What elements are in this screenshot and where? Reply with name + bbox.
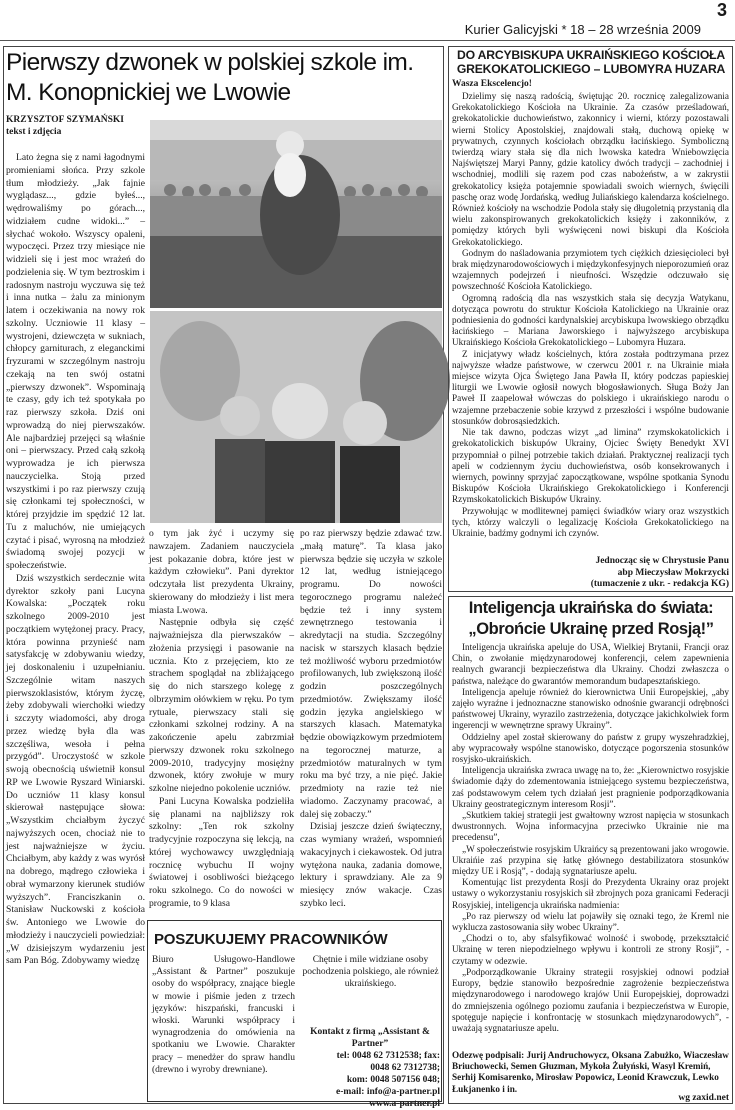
article-title: Pierwszy dzwonek w polskiej szkole im. M. Konopnickiej we Lwowie — [6, 49, 414, 106]
paragraph: Inteligencja ukraińska zwraca uwagę na to, że: „Kierownictwo rosyjskie świadomie dąży do zdementowania istniejącego systemu bezpieczeństwa, zaś podstawowym celem tych działań jest pragnienie podporządkowania Ukrainy geostrategicznym interesom Rosji”. — [452, 765, 729, 809]
paragraph: „Po raz pierwszy od wielu lat pojawiły się oznaki tego, że Kreml nie wyklucza zastosowania siły wobec Ukrainy”. — [452, 910, 729, 933]
paragraph: o tym jak żyć i uczymy się nawzajem. Zadaniem nauczyciela jest pokazanie dobra, które jest w każdym człowieku”. Pani dyrektor odczytała list prezydenta Ukrainy, skierowany do młodzieży i list mera miasta Lwowa. — [149, 528, 294, 616]
paragraph: Następnie odbyła się część najważniejsza dla pierwszaków – złożenia przysięgi i pasowanie na ucznia. Kto z przejęciem, kto ze strachem spoglądał na zbliżającego się do nich starszego kolegę z olbrzymim ołówkiem w ręku. Po tym rytuale, pierwszacy stali się członkami szkolnej rodziny. A na zakończenie apelu zabrzmiał pierwszy dzwonek roku szkolnego 2009-2010, tradycyjny mosiężny dzwonek, który zwołuje w mury szkolne niejedno pokolenie uczniów. — [149, 617, 294, 794]
paragraph: Ogromną radością dla nas wszystkich stała się decyzja Watykanu, dotycząca powrotu do struktur Kościoła Katolickiego na Ukrainie oraz podniesienia do godności kardynalskiej arcybiskupa lwowskiego obrządku łacińskiego – Mariana Jaworskiego i najwyższego arcybiskupa Ukraińskiego Kościoła Grekokatolickiego – Lubomyra Huzara. — [452, 292, 729, 348]
contact-phone: tel: 0048 62 7312538; fax: — [336, 1051, 440, 1061]
contact-website[interactable]: www.a-partner.pl — [369, 1099, 440, 1109]
article-column-1 — [6, 152, 145, 1102]
first-graders-photo — [150, 311, 442, 523]
intel-title: Inteligencja ukraińska do świata: „Obrońcie Ukrainę przed Rosją!” — [468, 599, 714, 638]
signature-name: abp Mieczysław Mokrzycki — [617, 567, 729, 578]
letter-salutation: Wasza Ekscelencjo! — [452, 79, 532, 89]
paragraph: Nie tak dawno, podczas wizyt „ad limina” rzymskokatolickich i grekokatolickich biskupów Ukrainy, Ojciec Święty Benedykt XVI przypomniał o pilnej potrzebie takich działań. Praktycznej realizacji tych apeli w codziennym życiu duchowieństwa, osób konsekrowanych i wiernych, powinny sprzyjać zapoczątkowane, wspólne spotkania Synodu Biskupów Kościoła Ukraińskiego Grekokatolickiego i Konferencji Rzymskokatolickich Biskupów Ukrainy. — [452, 427, 729, 505]
paragraph: Przywołując w modlitewnej pamięci świadków wiary oraz wszystkich tych, którzy walczyli o legalizację Kościoła Grekokatolickiego na Ukrainie, badźmy godnymi ich czynów. — [452, 505, 729, 538]
paragraph: Inteligencja apeluje również do kierownictwa Unii Europejskiej, „aby zajęło wyraźne i jednoznaczne stanowisko odnośnie gwarancji odrębności państwowej Ukrainy, wyrazilo zastrzeżenia, dotyczące jakichkolwiek form ingerencji w wewnętrzne sprawy Ukrainy”. — [452, 686, 729, 731]
letter-title: DO ARCYBISKUPA UKRAIŃSKIEGO KOŚCIOŁA GREKOKATOLICKIEGO – LUBOMYRA HUZARA — [456, 48, 726, 76]
ceremony-photo — [150, 120, 442, 308]
paragraph: Inteligencja ukraińska apeluje do USA, Wielkiej Brytanii, Francji oraz Chin, o zwołanie międzynarodowej konferencji, celem zapewnienia realnych gwarancji bezpieczeństwa dla Ukrainy. Chodzi zwłaszcza o państwa, należące do gwarantów memorandum budapesztańskiego. — [452, 642, 729, 686]
intel-source: wg zaxid.net — [678, 1093, 729, 1103]
paragraph: Pani Lucyna Kowalska podzieliła się planami na najbliższy rok szkolny: „Ten rok szkolny tradycyjnie rozpoczyna się lekcją, na której wychowawcy uwzględniają rocznicę wybuchu II wojny światowej i osobliwości bieżącego roku szkolnego. Co do nowości w programie, to 9 klasa — [149, 795, 294, 909]
job-ad-text: Biuro Usługowo-Handlowe „Assistant & Partner” poszukuje osoby do współpracy, znające biegle w mowie i piśmie jeden z trzech języków: hiszpański, francuski i włoski. Warunki współpracy i wynagrodzenia do omówienia na spotkaniu we Lwowie. Charakter pracy – menedżer do spraw handlu (drewno i wyroby drewniane). — [152, 955, 295, 1075]
paragraph: Lato żegna się z nami łagodnymi promieniami słońca. Przy szkole tłum młodzieży. „Jak fajnie wyglądasz..., gdzie byłeś..., wędrowaliśmy po górach..., widziałem cudne widoki...” – słychać wokoło. Wszyscy opaleni, wypoczęci. Przez trzy miesiące nie widzieli się i jest moc wrażeń do podzielenia się. W tym beztroskim i radosnym nastroju wyczuwa się też i inna nutka – żalu za minionym latem i oczekiwania na nowy rok szkolny. Uczniowie 11 klasy – wystrojeni, dziewczęta w sukniach, chłopcy garniturach, z eleganckimi fryzurami w szczególnym nastroju czekają na ten swój ostatni „pierwszy dzwonek”. Wspominają te czasy, gdy ich też spotykała po raz pierwszy szkoła. Dziś oni wprowadzą do niej pierwszaków. Ale najbardziej przejęci są właśnie oni – pierwszacy. Przed całą szkołą wyprowadza je ich pierwsza nauczycielka. Stoją przed wszystkimi i po raz pierwszy czują się członkami tej społeczności, w której przyjdzie im spędzić 12 lat. Tu z maluchów, nie umiejących czytać i pisać, wyrosną na młodzież świadomą swojej pozycji w społeczeństwie. — [6, 152, 145, 571]
paragraph: „Skutkiem takiej strategii jest gwałtowny wzrost napięcia w stosunkach dwustronnych. Wojna informacyjna przeciwko Ukrainie nie ma precedensu”, — [452, 810, 729, 843]
signature-line: Jednocząc się w Chrystusie Panu — [595, 556, 729, 566]
contact-email[interactable]: e-mail: info@a-partner.pl — [335, 1087, 440, 1097]
job-ad-contact — [300, 1026, 440, 1110]
intel-body — [452, 642, 729, 1034]
header-rule — [0, 40, 735, 41]
contact-mobile: kom: 0048 507156 048; — [346, 1075, 440, 1085]
ceremony-photo-image — [150, 120, 442, 308]
article-column-3 — [300, 528, 442, 918]
paragraph: Z inicjatywy władz kościelnych, która została podtrzymana przez najwyższe władze państwowe, w czerwcu 2001 r. na Ukrainie miała miejsce wizyta Ojca Świętego Jana Pawła II, który podczas papieskiej liturgii we Lwowie ogłosił nowych błogosławionych. Sługa Boży Jan Paweł II zaapelował wówczas do polskiego i ukraińskiego narodu o wzajemne przebaczenie sobie krzywd z przeszłości i wspólne budowanie stosunków dobrosąsiedzkich. — [452, 348, 729, 426]
intel-signers: Odezwę podpisali: Jurij Andruchowycz, Oksana Zabużko, Wiaczesław Briuchowecki, Semen Głuzman, Mykoła Żułyński, Wasyl Kremiń, Serhij Komisarenko, Mirosław Popowicz, Leonid Krawczuk, Lewko Łukjanenko i in. — [452, 1050, 729, 1094]
first-graders-photo-image — [150, 311, 442, 523]
paragraph: Dzielimy się naszą radością, świętując 20. rocznicę zalegalizowania Grekokatolickiego Kościoła na Ukrainie. Za czasów prześladowań, grekokatolickie duchowieństwo, zakonnicy i wierni, którzy pozostawali wierni Stolicy Apostolskiej, znajdowali stałą, duchową opiekę w prywatnych, czynnych kościołach obrządku łacińskiego. Symboliczną twierdzą wiary stała się dla nich lwowska katedra Wniebowzięcia Najświętszej Maryi Panny, gdzie katolicy dwóch tradycji – zachodniej i wschodniej, modlili się razem pod czas nabożeństw, a w zakrystii grekokatolicy księża potajemnie spowiadali swoich wiernych, święcili paschę oraz wodę Jordańską, według Juliańskiego kalendarza kościelnego. Również kościoły na wschodzie Podola stały się długoletnią przystanią dla wielu zakonspirowanych grekokatolickich księży i zakonników, z pomiędzy których byli wyświęceni nowi biskupi dla Kościoła Grekokatolickiego. — [452, 91, 729, 247]
paragraph: Dzisiaj jeszcze dzień świąteczny, czas wymiany wrażeń, wspomnień wakacyjnych i ciekawostek. Od jutra wytężona nauka, zadania domowe, lektury i sprawdziany. Ale za 9 miesięcy znów wakacje. Czas szybko leci. — [300, 821, 442, 909]
paragraph: Dziś wszystkich serdecznie wita dyrektor szkoły pani Lucyna Kowalska: „Początek roku szkolnego 2009-2010 jest początkiem wytężonej pracy. Pracy, która powinna przynieść nam satysfakcję w zdobywaniu wiedzy, jej doskonaleniu i uzupełnianiu. Szczególnie witam naszych pierwszoklasistów, którym życzę, żeby zdobywali wierchołki wiedzy i szczyty wiadomości, aby droga przez wiedzę była dla was szczęśliwa, wesoła i pełna przygód”. Uroczystość w szkole swoją obecnością uświetnił konsul RP we Lwowie Ryszard Winiarski. Do uczniów 11 klasy konsul skierował następujące słowa: „Wszystkim chciałbym życzyć najwyższych ocen, chociaż nie to jest najważniejsze w życiu. Chciałbym, aby każdy z was wyrósł na dobrego, mądrego człowieka i obrał wymarzony kierunek studiów wyższych”. Franciszkanin o. Stanisław Nuckowski z kościoła św. Antoniego we Lwowie do młodzieży i nauczycieli powiedział: „W dzisiejszym wydarzeniu jest sam Pan Bóg. Zdobywamy wiedzę — [6, 572, 145, 967]
article-column-2 — [149, 528, 294, 909]
newspaper-header: Kurier Galicyjski * 18 – 28 września 2009 — [464, 22, 701, 37]
author: KRZYSZTOF SZYMAŃSKI — [6, 115, 124, 125]
job-ad-title: POSZUKUJEMY PRACOWNIKÓW — [154, 931, 388, 948]
job-ad-note: Chętnie i mile widziane osoby pochodzenia polskiego, ale również ukraińskiego. — [302, 955, 439, 990]
credit: tekst i zdjęcia — [6, 127, 62, 137]
paragraph: „Podporządkowanie Ukrainy strategii rosyjskiej odnowi podział Europy, będzie stanowiło bezpośrednie zagrożenie bezpieczeństwa międzynarodowego i narodowego krajów Unii Europejskiej, doprowadzi do zmniejszenia ogólnego poziomu zaufania i bezpieczeństwa w Europie, spotęguje napięcie i konfrontację w stosunkach międzynarodowych”, - uważają sygnatariusze apelu. — [452, 966, 729, 1033]
paragraph: Komentując list prezydenta Rosji do Prezydenta Ukrainy oraz projekt ustawy o wykorzystaniu rosyjskich sił zbrojnych poza granicami Federacji Rosyjskiej, inteligencja ukraińska nadmienia: — [452, 877, 729, 910]
contact-fax: 0048 62 7312738; — [370, 1063, 440, 1073]
letter-signature — [452, 556, 729, 591]
paragraph: po raz pierwszy będzie zdawać tzw. „małą maturę”. Ta klasa jako pierwsza będzie się uczyła w szkole 12 lat, według istniejącego programu. Do nowości tegorocznego programu należeć będzie też i inny system zewnętrznego testowania i akredytacji na studia. Szczególny nacisk w starszych klasach będzie też możliwość wyboru przedmiotów profilowanych, lub zwiększoną ilość godzin poszczególnych przedmiotów. Zwiększamy ilość godzin języka angielskiego w starszych klasach. Matematyka będzie obowiązkowym przedmiotem na tegorocznej maturze, a przedmiotów maturalnych w tym roku ma być trzy, a nie pięć. Jakie przedmioty na razie też nie wiadomo. Zaczynamy pracować, a dalej się zobaczy.” — [300, 528, 442, 820]
page-number: 3 — [716, 0, 727, 20]
paragraph: Godnym do naśladowania przymiotem tych ciężkich dziesięcioleci był brak międzynarodowościowych i międzykonfesyjnych nieporozumień oraz wzajemnych podejrzeń i nieufności. Wszędzie odczuwało się powszechność Kościoła Katolickiego. — [452, 247, 729, 292]
paragraph: „Chodzi o to, aby sfalsyfikować wolność i swobodę, przekształcić Ukrainę w teren niepodzielnego wpływu i kontroli ze strony Rosji”, - czytamy w odezwie. — [452, 933, 729, 966]
translation-note: (tumaczenie z ukr. - redakcja KG) — [590, 579, 729, 589]
letter-body — [452, 91, 729, 539]
contact-line: Kontakt z firmą „Assistant & Partner” — [310, 1027, 430, 1049]
byline — [6, 114, 146, 138]
paragraph: Oddzielny apel został skierowany do państw z grupy wyszehradzkiej, aby wypracowały wspólne stanowisko, dotyczące pogorszenia stosunków rosyjsko-ukraińskich. — [452, 731, 729, 765]
paragraph: „W społeczeństwie rosyjskim Ukraińcy są prezentowani jako wrogowie. Ukraińie zaś przypina się łatkę głównego destabilizatora stosunków między UE i Rosją”, - dodają sygnatariusze apelu. — [452, 843, 729, 877]
